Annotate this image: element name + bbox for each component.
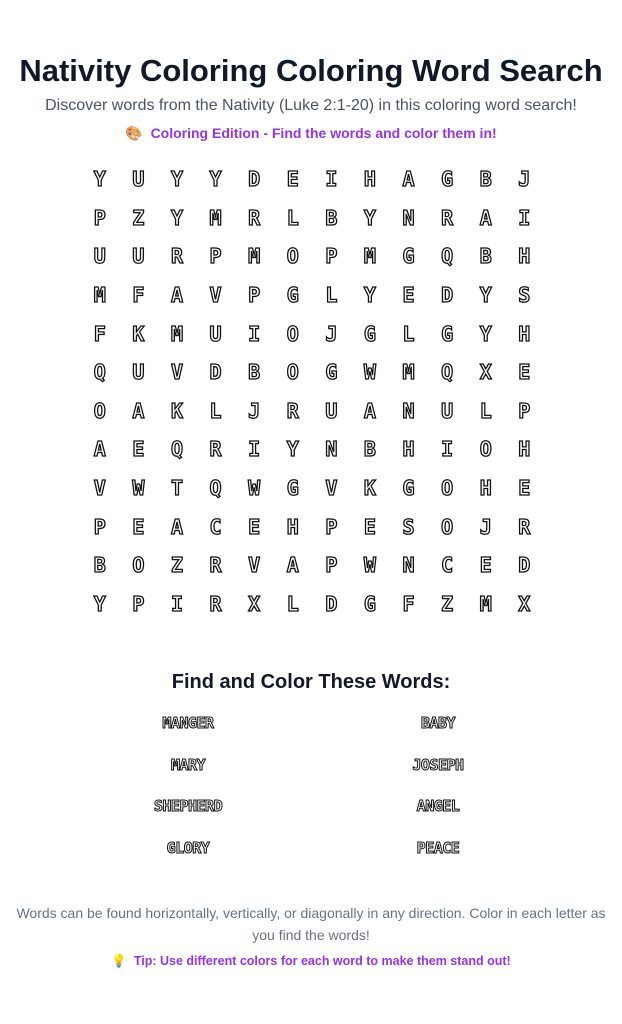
grid-cell[interactable]: E	[286, 167, 299, 192]
grid-cell[interactable]: R	[441, 205, 454, 230]
grid-cell[interactable]: A	[363, 398, 376, 423]
grid-cell[interactable]: M	[402, 360, 415, 385]
grid-cell[interactable]: U	[93, 244, 106, 269]
grid-cell[interactable]: P	[132, 591, 145, 616]
grid-cell[interactable]: R	[518, 514, 531, 539]
word-item: PEACE	[416, 838, 460, 857]
grid-cell[interactable]: F	[132, 283, 145, 308]
grid-cell[interactable]: X	[248, 591, 261, 616]
grid-cell[interactable]: N	[325, 437, 338, 462]
grid-cell[interactable]: Q	[209, 476, 222, 501]
grid-cell[interactable]: E	[402, 283, 415, 308]
tip-text: Tip: Use different colors for each word to make them stand out!	[133, 954, 511, 969]
grid-cell[interactable]: P	[325, 244, 338, 269]
grid-cell[interactable]: K	[132, 321, 145, 346]
grid-cell[interactable]: P	[325, 514, 338, 539]
grid-cell[interactable]: T	[170, 476, 183, 501]
letter-grid	[81, 160, 544, 623]
grid-cell[interactable]: Q	[170, 437, 183, 462]
grid-cell[interactable]: E	[479, 553, 492, 578]
grid-cell[interactable]: Q	[441, 360, 454, 385]
grid-cell[interactable]: A	[93, 437, 106, 462]
word-list	[63, 714, 563, 880]
grid-cell[interactable]: Y	[479, 283, 492, 308]
grid-cell[interactable]: L	[325, 283, 338, 308]
word-item: BABY	[420, 714, 456, 733]
grid-cell[interactable]: U	[325, 398, 338, 423]
grid-cell[interactable]: V	[93, 476, 106, 501]
grid-cell[interactable]: R	[209, 437, 222, 462]
grid-cell[interactable]: U	[132, 244, 145, 269]
grid-cell[interactable]: Q	[93, 360, 106, 385]
grid-cell[interactable]: A	[170, 283, 183, 308]
grid-cell[interactable]: R	[209, 591, 222, 616]
grid-cell[interactable]: Y	[479, 321, 492, 346]
grid-cell[interactable]: I	[441, 437, 454, 462]
grid-cell[interactable]: E	[248, 514, 261, 539]
grid-cell[interactable]: H	[363, 167, 376, 192]
grid-cell[interactable]: A	[170, 514, 183, 539]
grid-cell[interactable]: H	[479, 476, 492, 501]
grid-cell[interactable]: Y	[363, 205, 376, 230]
grid-cell[interactable]: B	[93, 553, 106, 578]
grid-cell[interactable]: I	[325, 167, 338, 192]
grid-cell[interactable]: U	[132, 360, 145, 385]
grid-cell[interactable]: E	[363, 514, 376, 539]
grid-cell[interactable]: J	[248, 398, 261, 423]
palette-icon: 🎨	[125, 125, 143, 141]
grid-cell[interactable]: G	[363, 321, 376, 346]
grid-cell[interactable]: A	[286, 553, 299, 578]
word-item: SHEPHERD	[153, 797, 223, 816]
grid-cell[interactable]: P	[93, 514, 106, 539]
lightbulb-icon: 💡	[111, 954, 127, 969]
grid-cell[interactable]: O	[286, 244, 299, 269]
grid-cell[interactable]: R	[170, 244, 183, 269]
word-item: MARY	[170, 755, 206, 774]
grid-cell[interactable]: L	[209, 398, 222, 423]
grid-cell[interactable]: K	[170, 398, 183, 423]
grid-cell[interactable]: Y	[363, 283, 376, 308]
grid-cell[interactable]: L	[479, 398, 492, 423]
grid-cell[interactable]: E	[132, 514, 145, 539]
grid-cell[interactable]: F	[402, 591, 415, 616]
grid-cell[interactable]: R	[209, 553, 222, 578]
grid-cell[interactable]: H	[286, 514, 299, 539]
grid-cell[interactable]: M	[93, 283, 106, 308]
words-heading: Find and Color These Words:	[171, 671, 451, 694]
grid-cell[interactable]: W	[132, 476, 145, 501]
grid-cell[interactable]: I	[518, 205, 531, 230]
grid-cell[interactable]: L	[286, 591, 299, 616]
grid-cell[interactable]: B	[479, 167, 492, 192]
grid-cell[interactable]: G	[441, 321, 454, 346]
grid-cell[interactable]: U	[209, 321, 222, 346]
grid-cell[interactable]: G	[402, 476, 415, 501]
grid-cell[interactable]: G	[402, 244, 415, 269]
grid-cell[interactable]: G	[286, 476, 299, 501]
word-item: MANGER	[162, 714, 214, 733]
grid-cell[interactable]: Z	[132, 205, 145, 230]
grid-cell[interactable]: O	[441, 514, 454, 539]
grid-cell[interactable]: B	[325, 205, 338, 230]
grid-cell[interactable]: Y	[170, 205, 183, 230]
grid-cell[interactable]: J	[325, 321, 338, 346]
grid-cell[interactable]: A	[132, 398, 145, 423]
grid-cell[interactable]: U	[441, 398, 454, 423]
instructions: Words can be found horizontally, vertically, or diagonally in any direction. Color in each letter as you find the words!	[16, 905, 606, 944]
grid-cell[interactable]: Z	[441, 591, 454, 616]
grid-cell[interactable]: N	[402, 553, 415, 578]
grid-cell[interactable]: H	[518, 321, 531, 346]
grid-cell[interactable]: E	[518, 360, 531, 385]
grid-cell[interactable]: O	[286, 360, 299, 385]
grid-cell[interactable]: O	[286, 321, 299, 346]
grid-cell[interactable]: J	[518, 167, 531, 192]
grid-cell[interactable]: G	[441, 167, 454, 192]
grid-cell[interactable]: C	[209, 514, 222, 539]
grid-cell[interactable]: A	[479, 205, 492, 230]
word-item: ANGEL	[416, 797, 460, 816]
grid-cell[interactable]: V	[325, 476, 338, 501]
grid-cell[interactable]: H	[518, 244, 531, 269]
grid-cell[interactable]: M	[479, 591, 492, 616]
grid-cell[interactable]: Z	[170, 553, 183, 578]
word-item: JOSEPH	[412, 755, 464, 774]
grid-cell[interactable]: M	[363, 244, 376, 269]
grid-cell[interactable]: W	[363, 360, 376, 385]
grid-cell[interactable]: B	[479, 244, 492, 269]
grid-cell[interactable]: V	[209, 283, 222, 308]
grid-cell[interactable]: I	[170, 591, 183, 616]
edition-text: Coloring Edition - Find the words and color them in!	[150, 125, 497, 141]
grid-cell[interactable]: D	[248, 167, 261, 192]
grid-cell[interactable]: M	[170, 321, 183, 346]
grid-cell[interactable]: S	[518, 283, 531, 308]
grid-cell[interactable]: D	[441, 283, 454, 308]
grid-cell[interactable]: L	[402, 321, 415, 346]
grid-cell[interactable]: A	[402, 167, 415, 192]
grid-cell[interactable]: R	[248, 205, 261, 230]
grid-cell[interactable]: Y	[93, 167, 106, 192]
grid-cell[interactable]: C	[441, 553, 454, 578]
grid-cell[interactable]: D	[518, 553, 531, 578]
page-title: Nativity Coloring Coloring Word Search	[19, 53, 603, 88]
grid-cell[interactable]: M	[209, 205, 222, 230]
grid-cell[interactable]: B	[248, 360, 261, 385]
grid-cell[interactable]: U	[132, 167, 145, 192]
grid-cell[interactable]: I	[248, 321, 261, 346]
grid-cell[interactable]: Y	[93, 591, 106, 616]
tip	[0, 954, 622, 969]
grid-cell[interactable]: B	[363, 437, 376, 462]
grid-cell[interactable]: O	[479, 437, 492, 462]
grid-cell[interactable]: V	[248, 553, 261, 578]
grid-cell[interactable]: Y	[209, 167, 222, 192]
grid-cell[interactable]: X	[518, 591, 531, 616]
word-item: GLORY	[166, 838, 210, 857]
grid-cell[interactable]: G	[325, 360, 338, 385]
grid-cell[interactable]: E	[132, 437, 145, 462]
grid-cell[interactable]: Y	[170, 167, 183, 192]
grid-cell[interactable]: G	[363, 591, 376, 616]
subtitle: Discover words from the Nativity (Luke 2:1-20) in this coloring word search!	[45, 97, 577, 114]
grid-cell[interactable]: N	[402, 205, 415, 230]
grid-cell[interactable]: D	[325, 591, 338, 616]
grid-cell[interactable]: X	[479, 360, 492, 385]
edition-banner	[0, 125, 622, 142]
grid-cell[interactable]: I	[248, 437, 261, 462]
grid-cell[interactable]: P	[93, 205, 106, 230]
grid-cell[interactable]: O	[93, 398, 106, 423]
grid-cell[interactable]: O	[441, 476, 454, 501]
grid-cell[interactable]: E	[518, 476, 531, 501]
grid-cell[interactable]: D	[209, 360, 222, 385]
grid-cell[interactable]: H	[518, 437, 531, 462]
grid-cell[interactable]: M	[248, 244, 261, 269]
grid-cell[interactable]: H	[402, 437, 415, 462]
grid-cell[interactable]: P	[325, 553, 338, 578]
grid-cell[interactable]: S	[402, 514, 415, 539]
grid-cell[interactable]: G	[286, 283, 299, 308]
grid-cell[interactable]: F	[93, 321, 106, 346]
grid-cell[interactable]: P	[248, 283, 261, 308]
grid-cell[interactable]: W	[363, 553, 376, 578]
grid-cell[interactable]: L	[286, 205, 299, 230]
grid-cell[interactable]: P	[209, 244, 222, 269]
grid-cell[interactable]: N	[402, 398, 415, 423]
grid-cell[interactable]: V	[170, 360, 183, 385]
grid-cell[interactable]: J	[479, 514, 492, 539]
grid-cell[interactable]: W	[248, 476, 261, 501]
grid-cell[interactable]: Q	[441, 244, 454, 269]
grid-cell[interactable]: Y	[286, 437, 299, 462]
grid-cell[interactable]: P	[518, 398, 531, 423]
grid-cell[interactable]: K	[363, 476, 376, 501]
grid-cell[interactable]: R	[286, 398, 299, 423]
grid-cell[interactable]: O	[132, 553, 145, 578]
